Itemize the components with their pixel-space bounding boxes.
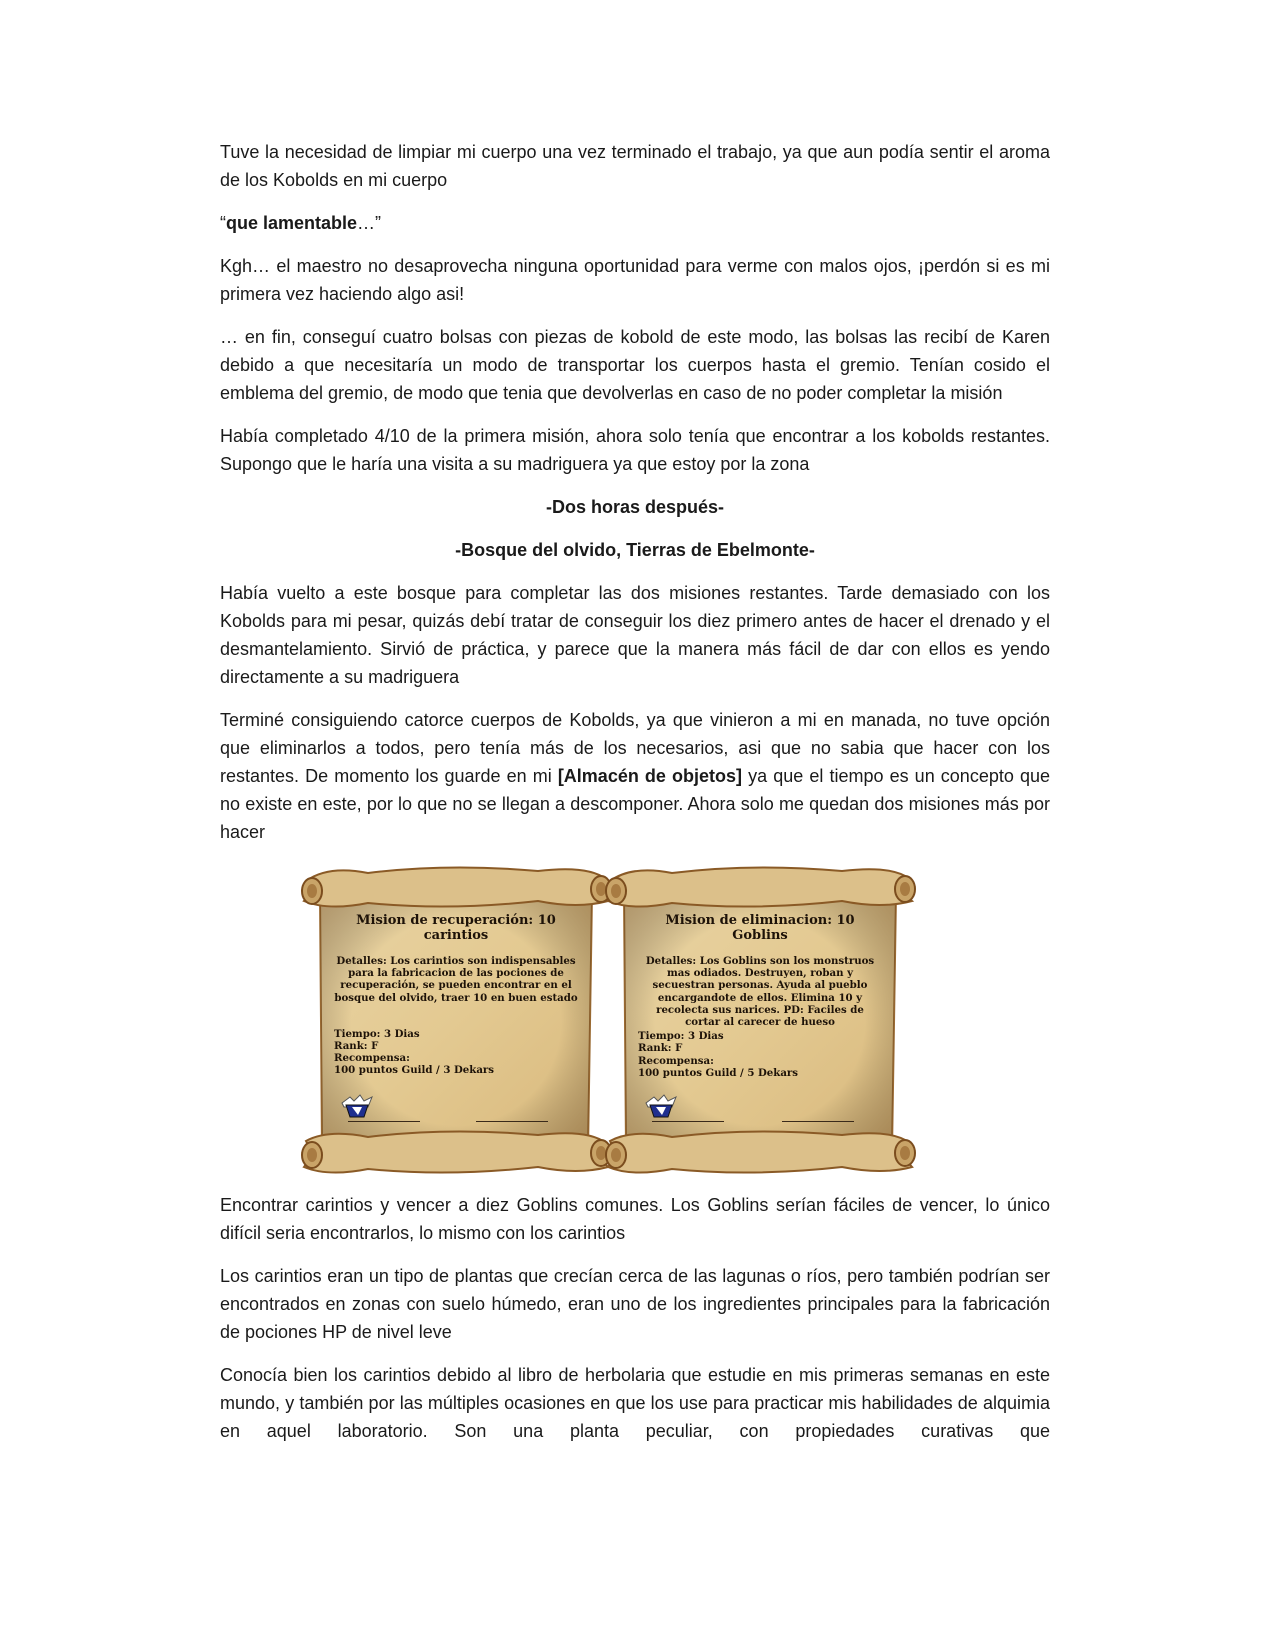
paragraph-missions: Encontrar carintios y vencer a diez Goblins comunes. Los Goblins serían fáciles de vencer, lo único difícil seria encontrarlos, lo mismo con los carintios	[220, 1195, 1050, 1243]
paragraph-herbology: Conocía bien los carintios debido al libro de herbolaria que estudie en mis primeras semanas en este mundo, y también por las múltiples ocasiones en que los use para practicar mis habilidades de alquimia en aquel laboratorio. Son una planta peculiar, con propiedades curativas que	[220, 1365, 1050, 1441]
kobolds-text-before: Terminé consiguiendo catorce cuerpos de Kobolds, ya que vinieron a mi en manada, no tuve opción que eliminarlos a todos, pero tenía más de los necesarios, asi que no sabia que hacer con los restantes. De momento los guarde en mi	[220, 710, 1050, 786]
heading-time: -Dos horas después-	[545, 497, 725, 517]
signature-line	[348, 1121, 420, 1122]
scroll-rank: Rank: F	[334, 1040, 379, 1053]
scroll-reward-label: Recompensa:	[334, 1052, 410, 1065]
quote-bold: que lamentable	[226, 213, 358, 233]
quote-close: …”	[357, 213, 382, 233]
signature-line	[782, 1121, 854, 1122]
paragraph-kobolds	[220, 706, 1050, 846]
document-page	[220, 138, 1050, 1460]
guild-emblem-icon	[340, 1093, 374, 1119]
mission-scroll-recovery	[298, 861, 614, 1179]
paragraph-carintios: Los carintios eran un tipo de plantas que crecían cerca de las lagunas o ríos, pero también podrían ser encontrados en zonas con suelo húmedo, eran uno de los ingredientes principales para la fabricación de pociones HP de nivel leve	[220, 1266, 1050, 1342]
paragraph-clean-body: Tuve la necesidad de limpiar mi cuerpo una vez terminado el trabajo, ya que aun podía sentir el aroma de los Kobolds en mi cuerpo	[220, 142, 1050, 190]
scroll-title: Mision de eliminacion: 10 Goblins	[665, 913, 855, 943]
scroll-rank: Rank: F	[638, 1042, 683, 1055]
scroll-content	[334, 913, 578, 1077]
item-storage-bold: [Almacén de objetos]	[557, 766, 743, 786]
signature-line	[652, 1121, 724, 1122]
paragraph-quote	[220, 209, 1050, 237]
paragraph-progress: Había completado 4/10 de la primera misión, ahora solo tenía que encontrar a los kobolds restantes. Supongo que le haría una visita a su madriguera ya que estoy por la zona	[220, 426, 1050, 474]
scroll-details: Detalles: Los Goblins son los monstruos mas odiados. Destruyen, roban y secuestran personas. Ayuda al pueblo encargandote de ellos. Elimina 10 y recolecta sus narices. PD: Faciles de cortar al carecer de hueso	[645, 955, 875, 1029]
mission-scrolls	[220, 861, 1050, 1179]
paragraph-bags: … en fin, conseguí cuatro bolsas con piezas de kobold de este modo, las bolsas las recibí de Karen debido a que necesitaría un modo de transportar los cuerpos hasta el gremio. Tenían cosido el emblema del gremio, de modo que tenia que devolverlas en caso de no poder completar la misión	[220, 327, 1050, 403]
paragraph-forest: Había vuelto a este bosque para completar las dos misiones restantes. Tarde demasiado con los Kobolds para mi pesar, quizás debí tratar de conseguir los diez primero antes de hacer el drenado y el desmantelamiento. Sirvió de práctica, y parece que la manera más fácil de dar con ellos es yendo directamente a su madriguera	[220, 583, 1050, 687]
kobolds-text-after: ya que el tiempo es un concepto que no existe en este, por lo que no se llegan a descomponer. Ahora solo me quedan dos misiones más por hacer	[220, 766, 1050, 842]
scroll-reward: 100 puntos Guild / 3 Dekars	[334, 1064, 495, 1077]
quote-open: “	[220, 213, 226, 233]
scroll-time: Tiempo: 3 Dias	[334, 1027, 420, 1040]
scroll-details: Detalles: Los carintios son indispensables para la fabricacion de las pociones de recuperación, se pueden encontrar en el bosque del olvido, traer 10 en buen estado	[334, 955, 578, 1004]
scroll-reward-label: Recompensa:	[638, 1054, 714, 1067]
scroll-content	[638, 913, 882, 1079]
signature-line	[476, 1121, 548, 1122]
scroll-time: Tiempo: 3 Dias	[638, 1030, 724, 1043]
scroll-title: Mision de recuperación: 10 carintios	[356, 913, 556, 943]
scroll-reward: 100 puntos Guild / 5 Dekars	[638, 1066, 799, 1079]
guild-emblem-icon	[644, 1093, 678, 1119]
mission-scroll-elimination	[602, 861, 918, 1179]
paragraph-kgh: Kgh… el maestro no desaprovecha ninguna oportunidad para verme con malos ojos, ¡perdón si es mi primera vez haciendo algo asi!	[220, 256, 1050, 304]
heading-place: -Bosque del olvido, Tierras de Ebelmonte-	[455, 540, 815, 560]
